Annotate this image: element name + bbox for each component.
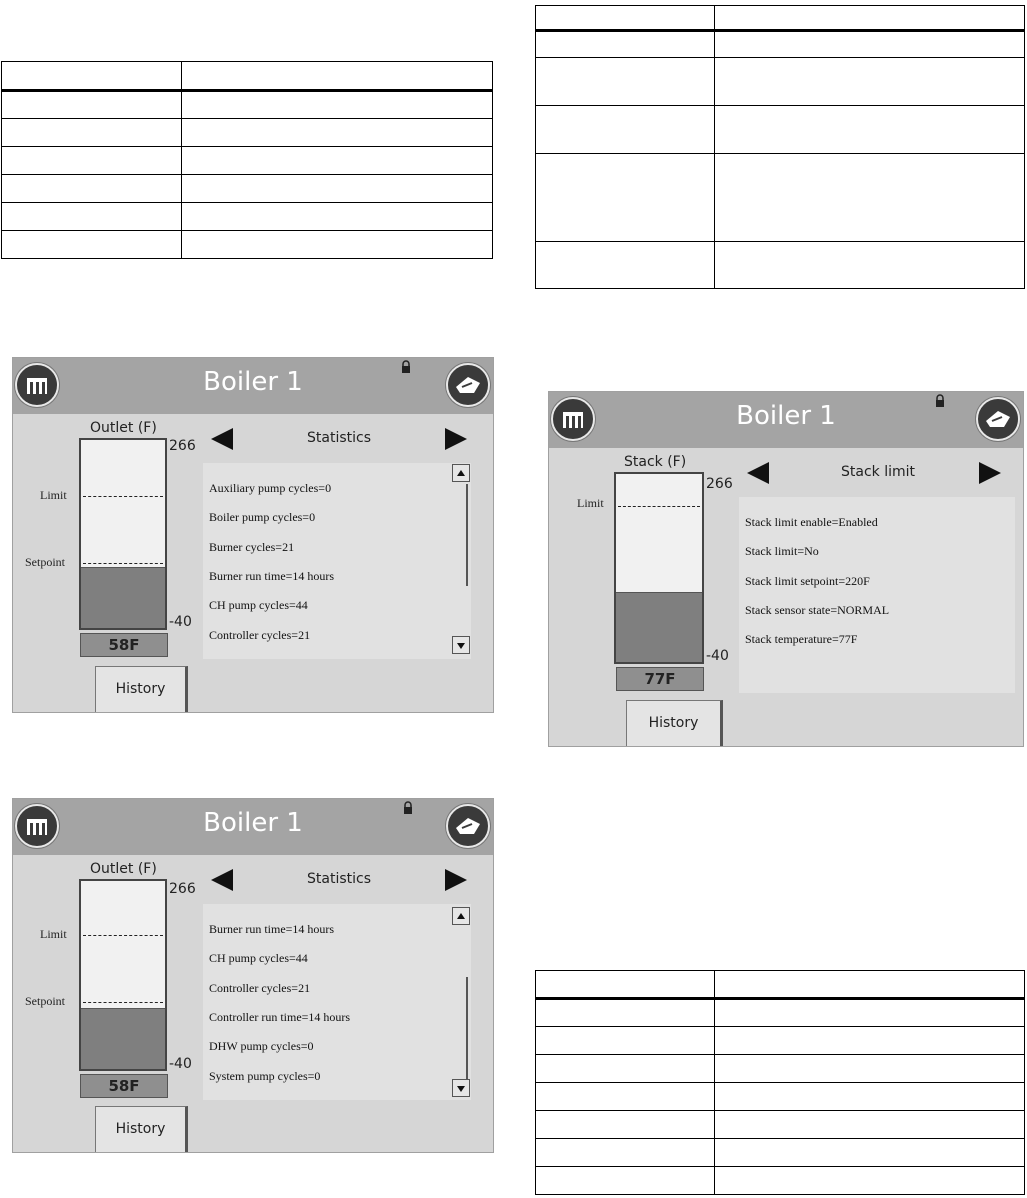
list-item: Stack limit=No [745, 544, 819, 558]
building-icon [17, 365, 57, 405]
limit-line [83, 496, 163, 497]
title-bar [549, 392, 1023, 448]
back-button[interactable] [446, 804, 490, 848]
scroll-down-button[interactable] [452, 1079, 470, 1097]
list-item: System pump cycles=0 [209, 1069, 321, 1083]
scale-max: 266 [706, 476, 733, 492]
return-icon [978, 399, 1018, 439]
scroll-thumb[interactable] [466, 977, 468, 1079]
scale-min: -40 [706, 648, 729, 664]
gauge-bar [614, 472, 704, 664]
list-item: Stack sensor state=NORMAL [745, 603, 890, 617]
table-bottom-right [535, 970, 1025, 1195]
list-item: Stack limit setpoint=220F [745, 574, 870, 588]
scrollbar[interactable] [452, 464, 470, 656]
gauge-fill [616, 592, 702, 662]
gauge-bar [79, 438, 167, 630]
boiler-screen-stack-limit [548, 391, 1024, 747]
return-icon [448, 806, 488, 846]
list-item: Boiler pump cycles=0 [209, 510, 316, 524]
screen-title: Boiler 1 [203, 808, 303, 838]
title-bar [13, 799, 493, 855]
list-item: Controller run time=14 hours [209, 1010, 351, 1024]
return-icon [448, 365, 488, 405]
back-button[interactable] [976, 397, 1020, 441]
history-button[interactable]: History [95, 1106, 188, 1152]
scale-max: 266 [169, 881, 196, 897]
list-item: Stack limit enable=Enabled [745, 515, 878, 529]
history-button[interactable]: History [95, 666, 188, 712]
scrollbar[interactable] [452, 907, 470, 1099]
limit-line [618, 506, 700, 507]
gauge-label: Stack (F) [624, 454, 687, 470]
limit-label: Limit [40, 927, 67, 941]
stack-limit-list [739, 497, 1015, 693]
gauge-label: Outlet (F) [90, 420, 157, 436]
scroll-up-button[interactable] [452, 907, 470, 925]
current-temperature: 58F [80, 633, 168, 657]
list-item: Burner cycles=21 [209, 540, 295, 554]
statistics-list [203, 904, 471, 1100]
limit-label: Limit [577, 496, 604, 510]
gauge-fill [81, 567, 165, 628]
building-icon [17, 806, 57, 846]
list-item: Burner run time=14 hours [209, 922, 335, 936]
scale-min: -40 [169, 614, 192, 630]
screen-title: Boiler 1 [203, 367, 303, 397]
section-title: Statistics [307, 871, 371, 887]
boiler-screen-statistics-1 [12, 357, 494, 713]
table-top-left [1, 61, 493, 259]
list-item: Stack temperature=77F [745, 632, 858, 646]
list-item: Controller cycles=21 [209, 628, 311, 642]
scroll-thumb[interactable] [466, 484, 468, 586]
setpoint-label: Setpoint [25, 555, 66, 569]
back-button[interactable] [446, 363, 490, 407]
gauge-bar [79, 879, 167, 1071]
list-item: CH pump cycles=44 [209, 598, 308, 612]
section-title: Statistics [307, 430, 371, 446]
scale-max: 266 [169, 438, 196, 454]
title-bar [13, 358, 493, 414]
scroll-down-button[interactable] [452, 636, 470, 654]
lock-icon [935, 394, 945, 408]
current-temperature: 58F [80, 1074, 168, 1098]
setpoint-line [83, 563, 163, 564]
gauge-label: Outlet (F) [90, 861, 157, 877]
home-button[interactable] [15, 363, 59, 407]
limit-line [83, 935, 163, 936]
list-item: Controller cycles=21 [209, 981, 311, 995]
statistics-list [203, 463, 471, 659]
list-item: Auxiliary pump cycles=0 [209, 481, 332, 495]
scale-min: -40 [169, 1056, 192, 1072]
previous-arrow-icon[interactable] [211, 428, 233, 450]
building-icon [553, 399, 593, 439]
scroll-up-button[interactable] [452, 464, 470, 482]
table-top-right [535, 5, 1025, 289]
home-button[interactable] [15, 804, 59, 848]
boiler-screen-statistics-2 [12, 798, 494, 1153]
screen-title: Boiler 1 [736, 401, 836, 431]
section-title: Stack limit [841, 464, 916, 480]
next-arrow-icon[interactable] [445, 869, 467, 891]
setpoint-label: Setpoint [25, 994, 66, 1008]
lock-icon [403, 801, 413, 815]
list-item: Burner run time=14 hours [209, 569, 335, 583]
home-button[interactable] [551, 397, 595, 441]
gauge-fill [81, 1008, 165, 1069]
next-arrow-icon[interactable] [979, 462, 1001, 484]
previous-arrow-icon[interactable] [211, 869, 233, 891]
current-temperature: 77F [616, 667, 704, 691]
history-button[interactable]: History [626, 700, 723, 746]
next-arrow-icon[interactable] [445, 428, 467, 450]
list-item: DHW pump cycles=0 [209, 1039, 314, 1053]
setpoint-line [83, 1002, 163, 1003]
limit-label: Limit [40, 488, 67, 502]
previous-arrow-icon[interactable] [747, 462, 769, 484]
lock-icon [401, 360, 411, 374]
list-item: CH pump cycles=44 [209, 951, 308, 965]
